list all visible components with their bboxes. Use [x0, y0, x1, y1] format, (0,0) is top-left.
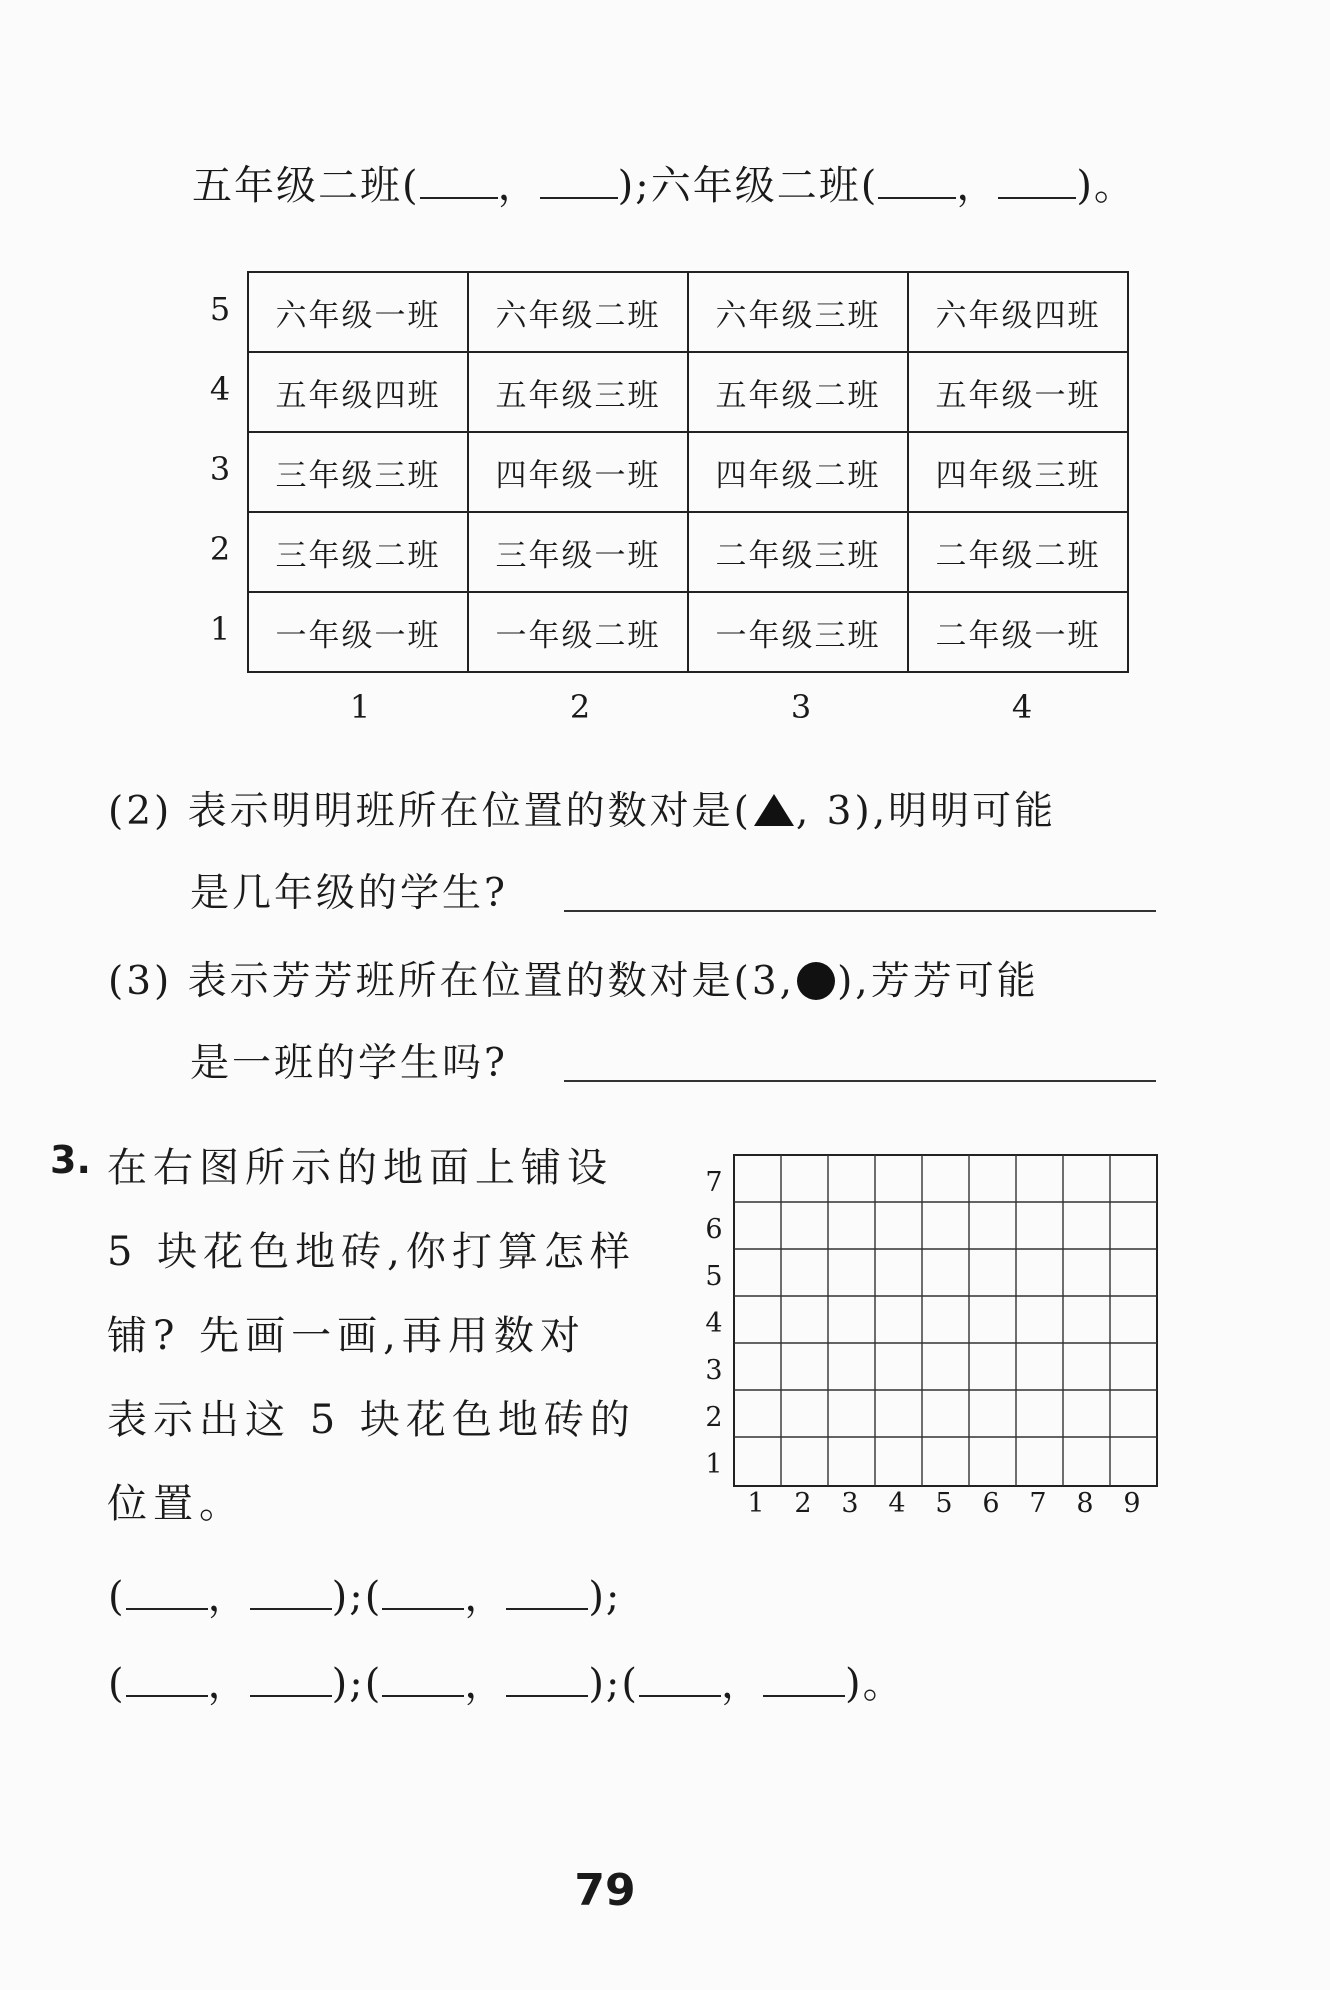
blank-field[interactable] — [639, 1659, 721, 1697]
question-2-line-2: 是几年级的学生? — [190, 871, 508, 916]
grid-y-label: 2 — [705, 1402, 723, 1433]
question-text: 表示明明班所在位置的数对是( — [187, 789, 752, 834]
problem-text-line: 位置。 — [107, 1481, 245, 1527]
blank-field[interactable] — [506, 1659, 588, 1697]
separator: ); — [588, 1661, 622, 1707]
table-cell: 五年级一班 — [908, 352, 1128, 432]
problem-number: 3. — [50, 1138, 91, 1182]
answer-line[interactable] — [564, 910, 1156, 912]
table-cell: 六年级三班 — [688, 272, 908, 352]
table-cell: 五年级四班 — [248, 352, 468, 432]
label-5-2: 五年级二班( — [192, 163, 420, 209]
question-3-line-2: 是一班的学生吗? — [190, 1041, 508, 1086]
label-6-2: 六年级二班( — [650, 163, 879, 209]
problem-text-line: 表示出这 5 块花色地砖的 — [107, 1397, 636, 1443]
grid-y-label: 4 — [705, 1308, 723, 1339]
blank-field[interactable] — [878, 161, 956, 199]
blank-field[interactable] — [382, 1572, 464, 1610]
circle-icon — [797, 962, 835, 1000]
table-row — [248, 512, 1128, 592]
blank-field[interactable] — [763, 1659, 845, 1697]
table-cell: 三年级二班 — [248, 512, 468, 592]
table-cell: 五年级三班 — [468, 352, 688, 432]
blank-field[interactable] — [250, 1659, 332, 1697]
table-cell: 一年级一班 — [248, 592, 468, 672]
blank-field[interactable] — [506, 1572, 588, 1610]
grid-y-label: 5 — [705, 1261, 723, 1292]
table-cell: 六年级一班 — [248, 272, 468, 352]
question-number: (3) — [108, 959, 173, 1004]
blank-field[interactable] — [126, 1659, 208, 1697]
table-cell: 二年级三班 — [688, 512, 908, 592]
table-cell: 三年级三班 — [248, 432, 468, 512]
table-cell: 四年级二班 — [688, 432, 908, 512]
table-cell: 一年级三班 — [688, 592, 908, 672]
separator: ); — [588, 1574, 622, 1620]
close-paren: )。 — [1076, 163, 1136, 209]
pair-row-1 — [108, 1565, 621, 1622]
grid-x-label: 9 — [1123, 1488, 1141, 1519]
table-row — [248, 592, 1128, 672]
grid-x-label: 7 — [1029, 1488, 1047, 1519]
blank-field[interactable] — [540, 161, 618, 199]
comma: ， — [207, 1661, 250, 1707]
table-cell: 五年级二班 — [688, 352, 908, 432]
table-cell: 四年级一班 — [468, 432, 688, 512]
table-row — [248, 272, 1128, 352]
blank-field[interactable] — [382, 1659, 464, 1697]
comma: ， — [464, 1661, 507, 1707]
coordinate-grid[interactable] — [733, 1154, 1159, 1488]
problem-text-line: 在右图所示的地面上铺设 — [107, 1145, 613, 1191]
grid-y-label: 6 — [705, 1214, 723, 1245]
comma: ， — [497, 163, 540, 209]
question-3-line-1 — [108, 950, 1039, 1006]
question-text: ),芳芳可能 — [837, 959, 1039, 1004]
row-label: 3 — [209, 450, 231, 488]
grid-x-label: 5 — [935, 1488, 953, 1519]
close-paren: ); — [617, 163, 651, 209]
grid-y-label: 3 — [705, 1355, 723, 1386]
table-cell: 三年级一班 — [468, 512, 688, 592]
problem-text-line: 铺? 先画一画,再用数对 — [107, 1313, 586, 1359]
grid-x-label: 1 — [747, 1488, 765, 1519]
row-label: 2 — [209, 530, 231, 568]
column-label: 1 — [349, 688, 371, 726]
comma: ， — [207, 1574, 250, 1620]
question-text: 表示芳芳班所在位置的数对是(3, — [187, 959, 796, 1004]
page-number: 79 — [574, 1865, 636, 1916]
comma: ， — [464, 1574, 507, 1620]
comma: ， — [721, 1661, 764, 1707]
separator: ); — [331, 1574, 365, 1620]
separator: ); — [331, 1661, 365, 1707]
grid-x-label: 4 — [888, 1488, 906, 1519]
table-cell: 一年级二班 — [468, 592, 688, 672]
question-2-line-1 — [108, 780, 1056, 836]
grid-y-label: 7 — [705, 1167, 723, 1198]
blank-field[interactable] — [420, 161, 498, 199]
column-label: 3 — [790, 688, 812, 726]
table-row — [248, 352, 1128, 432]
table-cell: 四年级三班 — [908, 432, 1128, 512]
answer-line-1 — [192, 154, 1136, 211]
problem-text-line: 5 块花色地砖,你打算怎样 — [107, 1229, 636, 1275]
comma: ， — [956, 163, 999, 209]
open-paren: ( — [621, 1661, 640, 1707]
pair-row-2 — [108, 1652, 905, 1709]
open-paren: ( — [364, 1574, 383, 1620]
row-label: 5 — [209, 290, 231, 328]
column-label: 2 — [569, 688, 591, 726]
open-paren: ( — [364, 1661, 383, 1707]
row-label: 4 — [209, 370, 231, 408]
grid-x-label: 3 — [841, 1488, 859, 1519]
seating-table — [247, 271, 1129, 673]
table-cell: 二年级一班 — [908, 592, 1128, 672]
open-paren: ( — [108, 1661, 126, 1707]
grid-x-label: 8 — [1076, 1488, 1094, 1519]
close-paren: )。 — [845, 1661, 905, 1707]
answer-line[interactable] — [564, 1080, 1156, 1082]
question-number: (2) — [108, 789, 173, 834]
blank-field[interactable] — [126, 1572, 208, 1610]
blank-field[interactable] — [998, 161, 1076, 199]
table-cell: 二年级二班 — [908, 512, 1128, 592]
blank-field[interactable] — [250, 1572, 332, 1610]
column-label: 4 — [1011, 688, 1033, 726]
table-cell: 六年级二班 — [468, 272, 688, 352]
triangle-icon — [754, 794, 794, 826]
grid-y-label: 1 — [705, 1449, 723, 1480]
open-paren: ( — [108, 1574, 126, 1620]
grid-x-label: 6 — [982, 1488, 1000, 1519]
question-text: , 3),明明可能 — [795, 789, 1057, 834]
grid-x-label: 2 — [794, 1488, 812, 1519]
table-cell: 六年级四班 — [908, 272, 1128, 352]
row-label: 1 — [209, 610, 231, 648]
table-row — [248, 432, 1128, 512]
